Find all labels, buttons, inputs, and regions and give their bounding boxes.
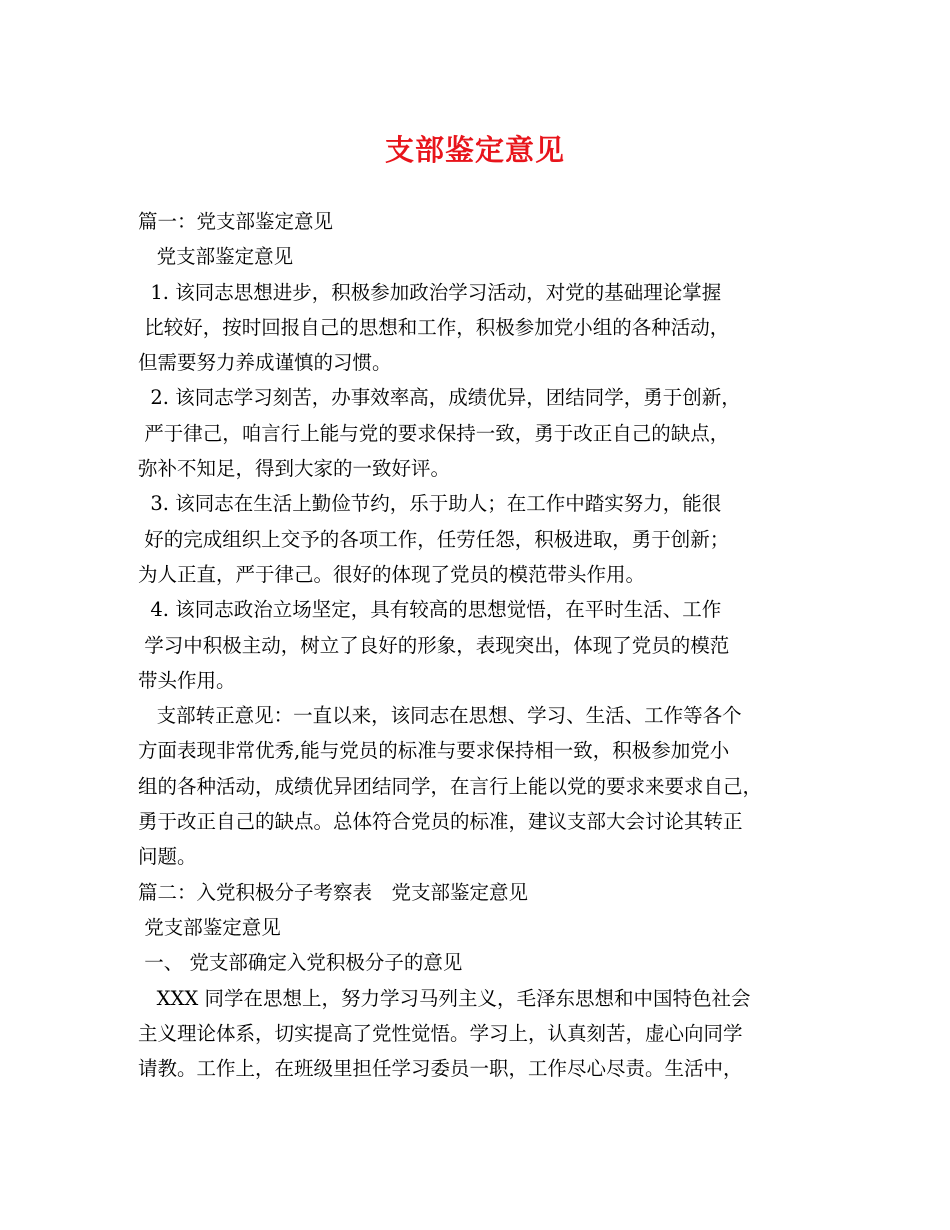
body-line: 3. 该同志在生活上勤俭节约，乐于助人；在工作中踏实努力，能很	[138, 492, 722, 516]
body-line: 4. 该同志政治立场坚定，具有较高的思想觉悟，在平时生活、工作	[138, 598, 722, 622]
body-line: 请教。工作上，在班级里担任学习委员一职，工作尽心尽责。生活中，	[138, 1057, 743, 1081]
body-line: 但需要努力养成谨慎的习惯。	[138, 351, 392, 375]
body-line: 比较好，按时回报自己的思想和工作，积极参加党小组的各种活动，	[138, 315, 730, 339]
body-line: 1. 该同志思想进步，积极参加政治学习活动，对党的基础理论掌握	[138, 280, 722, 304]
body-line: 勇于改正自己的缺点。总体符合党员的标准，建议支部大会讨论其转正	[138, 810, 743, 834]
body-line: 方面表现非常优秀,能与党员的标准与要求保持相一致，积极参加党小	[138, 739, 730, 763]
body-line: 组的各种活动，成绩优异团结同学，在言行上能以党的要求来要求自己，	[138, 774, 763, 798]
document-body	[138, 204, 838, 1086]
body-line: 学习中积极主动，树立了良好的形象，表现突出，体现了党员的模范	[138, 633, 730, 657]
body-line: XXX 同学在思想上，努力学习马列主义，毛泽东思想和中国特色社会	[138, 986, 751, 1010]
body-line: 主义理论体系，切实提高了党性觉悟。学习上，认真刻苦，虚心向同学	[138, 1021, 743, 1045]
body-line: 问题。	[138, 845, 197, 869]
body-line: 好的完成组织上交予的各项工作，任劳任怨，积极进取，勇于创新；	[138, 527, 730, 551]
body-line: 篇一：党支部鉴定意见	[138, 210, 334, 233]
body-line: 党支部鉴定意见	[138, 915, 281, 939]
body-line: 篇二：入党积极分子考察表 党支部鉴定意见	[138, 880, 529, 904]
body-line: 为人正直，严于律己。很好的体现了党员的模范带头作用。	[138, 562, 646, 586]
body-line: 严于律己，咱言行上能与党的要求保持一致，勇于改正自己的缺点，	[138, 421, 730, 445]
body-line: 一、 党支部确定入党积极分子的意见	[138, 951, 463, 975]
document-title: 支部鉴定意见	[384, 133, 565, 167]
body-line: 弥补不知足，得到大家的一致好评。	[138, 457, 451, 481]
body-line: 2. 该同志学习刻苦，办事效率高，成绩优异，团结同学，勇于创新，	[138, 386, 741, 410]
body-line: 党支部鉴定意见	[138, 245, 294, 269]
body-line: 带头作用。	[138, 668, 236, 692]
body-line: 支部转正意见：一直以来，该同志在思想、学习、生活、工作等各个	[138, 704, 742, 728]
